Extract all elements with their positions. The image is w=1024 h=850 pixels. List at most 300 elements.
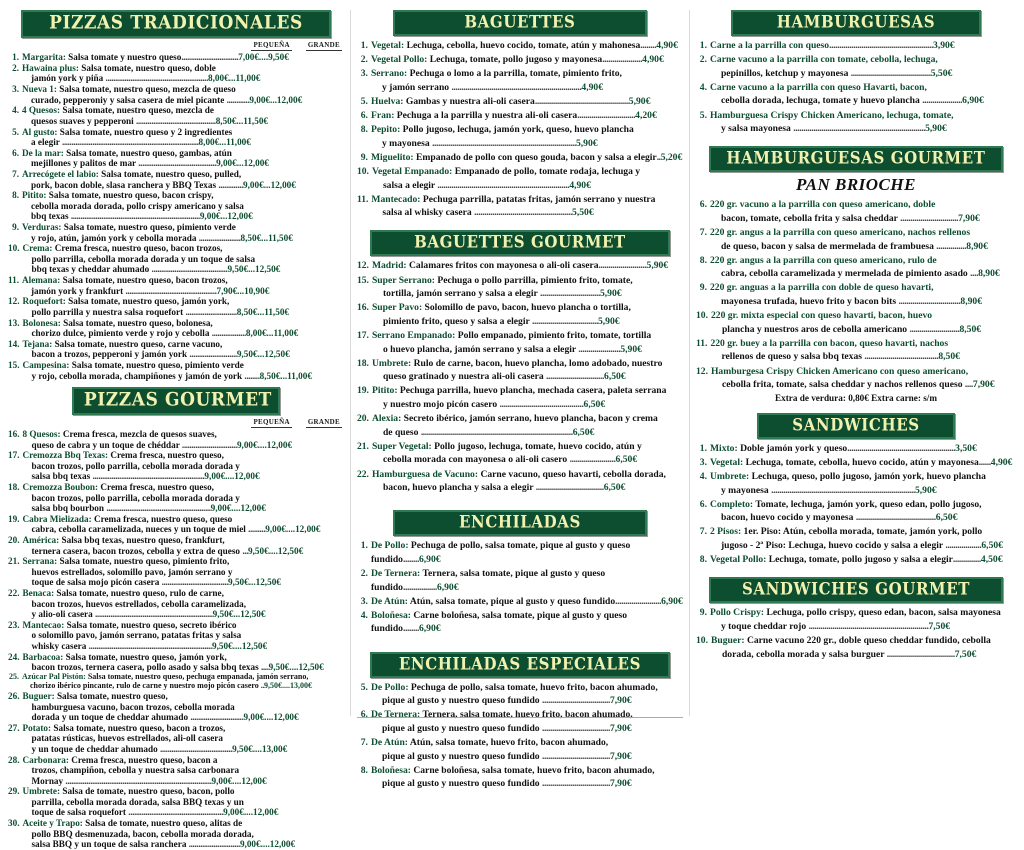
menu-item [696, 606, 1016, 633]
item-name: Umbrete: [22, 786, 61, 797]
item-price-large: ....12,00€ [285, 524, 321, 535]
leader-dots: .................................................. [128, 807, 224, 818]
item-price: 4,90€ [990, 456, 1013, 468]
item-description: Rulo de carne, bacon, huevo plancha, lomo adobado, nuestro [411, 357, 663, 369]
menu-item [8, 588, 344, 619]
item-name: Bolonesa: [22, 317, 61, 328]
item-price-large: ....12,00€ [260, 839, 296, 850]
item-name: Barbacoa: [22, 651, 64, 662]
item-description: Salsa bbq texas, nuestro queso, frankfurt, [59, 535, 225, 546]
item-price-line: de queso ............................................................................6,50€ [382, 426, 595, 438]
leader-dots: ........ [402, 553, 419, 565]
leader-dots: ........ [244, 370, 260, 381]
item-description: Salsa tomate, nuestro queso, mezcla de [60, 105, 214, 116]
item-name: Aceite y Trapo: [22, 818, 83, 829]
menu-item [357, 764, 683, 791]
menu-item [357, 151, 683, 165]
item-price-line: dorada y un toque de cheddar ahumado ............................9,00€....12,00€ [31, 712, 299, 723]
item-price: 5,50€ [930, 67, 953, 79]
item-name: Serrano Empanado: [371, 329, 456, 341]
section-header-baguettes-gourmet [370, 230, 670, 256]
item-name: Benaca: [22, 588, 55, 599]
item-list-enchiladas-especiales [357, 681, 683, 791]
item-price: 8,90€ [966, 240, 988, 252]
leader-dots: ........................................................................ [771, 484, 915, 496]
menu-item [357, 95, 683, 109]
item-price-line: de queso, bacon y salsa de mermelada de frambuesa ...............8,90€ [720, 240, 988, 252]
leader-dots: .. [260, 680, 264, 690]
item-price-line: bacon, huevo plancha y salsa a elegir ..................................6,50€ [382, 482, 626, 494]
item-number: 3. [360, 595, 368, 607]
menu-item [8, 360, 344, 381]
item-price-large: ...12,00€ [220, 211, 253, 222]
item-price: 8,00€ [198, 137, 220, 148]
leader-dots: .................................. [535, 482, 604, 494]
leader-dots: .................................. [886, 648, 955, 660]
size-label-grande: GRANDE [307, 41, 340, 49]
item-body [372, 440, 683, 467]
item-price: 3,50€ [955, 442, 977, 454]
item-price-line: bacon, tomate, cebolla frita y salsa cheddar .............................7,90€ [720, 212, 980, 224]
item-name: Hamburgesa Crispy Chicken Americano con queso americano, [710, 365, 969, 377]
item-description: Atún, salsa tomate, huevo frito, bacon ahumado, [408, 736, 609, 748]
item-name: Verduras: [22, 222, 62, 233]
item-price: 9,00€ [199, 211, 221, 222]
item-number: 4. [699, 471, 707, 483]
item-name: Carbonara: [22, 754, 69, 765]
section-title: SANDWICHES GOURMET [741, 579, 971, 600]
item-name: Tejana: [22, 338, 53, 349]
menu-item [8, 755, 344, 786]
menu-item [357, 301, 683, 328]
section-header-sandwiches [757, 413, 955, 439]
leader-dots: .... [964, 379, 973, 391]
menu-item [357, 468, 683, 495]
item-price: 8,50€ [240, 232, 262, 243]
menu-item [8, 339, 344, 360]
menu-item [696, 553, 1016, 567]
item-price: 9,00€ [211, 775, 233, 786]
item-name: De Atún: [370, 736, 408, 748]
leader-dots: ............ [226, 94, 250, 105]
menu-item [8, 296, 344, 317]
item-price: 9,50€ [248, 545, 269, 556]
item-description: Secreto ibérico, jamón serrano, huevo plancha, bacon y crema [401, 413, 658, 425]
item-name: De la mar: [22, 147, 64, 158]
item-price: 8,00€ [207, 73, 229, 84]
leader-dots: ........................................ [850, 67, 931, 79]
item-body [22, 652, 343, 673]
menu-item [357, 39, 683, 53]
item-price: 6,50€ [603, 482, 626, 494]
item-number: 8. [699, 554, 707, 566]
item-number: 6. [699, 498, 707, 510]
item-body [22, 429, 343, 450]
item-description: Lechuga, pollo crispy, queso edan, bacon, salsa mayonesa [764, 607, 1001, 619]
leader-dots: ........................... [185, 306, 237, 317]
item-number: 13. [8, 317, 20, 328]
item-body [22, 691, 343, 722]
item-price-large: ...11,50€ [261, 232, 293, 243]
item-price-large: ...12,50€ [248, 264, 281, 275]
menu-item [696, 81, 1016, 108]
leader-dots: ................................................. [474, 207, 573, 219]
item-body [710, 553, 1016, 567]
item-number: 21. [356, 440, 369, 452]
item-name: 220 gr. buey a la parrilla con bacon, queso havarti, nachos [710, 337, 949, 349]
leader-dots: ............... [936, 240, 967, 252]
item-description: Salsa tomate, nuestro queso, doble [78, 62, 216, 73]
item-price: 9,00€ [223, 807, 244, 818]
item-price-line: y alio-oli casera ..............................................................9,50€...12,50€ [31, 609, 266, 620]
item-body [710, 226, 1016, 253]
item-body [710, 254, 1016, 281]
item-description: Crema fresca, nuestro queso, [108, 450, 224, 461]
leader-dots: ............................. [900, 212, 959, 224]
size-label-pequena: PEQUEÑA [253, 418, 290, 427]
leader-dots: .................................................................. [437, 179, 570, 191]
item-price-line: ternera casera, bacon trozos, cebolla y extra de queso ...9,50€....12,50€ [31, 545, 304, 556]
menu-item [8, 169, 344, 190]
item-price-line: rellenos de queso y salsa bbq texas .....................................8,50€ [721, 351, 960, 363]
item-price-line: y rojo, cebolla morada, champiñones y jamón de york ........8,50€...11,00€ [31, 370, 312, 381]
item-number: 6. [360, 110, 368, 122]
item-name: Al gusto: [22, 126, 58, 137]
section-title: HAMBURGUESAS [776, 11, 936, 33]
item-description: Salsa tomate, nuestro queso, pechuga empanada, jamón serrano, [85, 671, 309, 681]
item-number: 4. [360, 609, 368, 621]
leader-dots: ........................................................................ [61, 137, 199, 148]
item-list-pizzas-tradicionales [8, 52, 344, 381]
item-body [371, 708, 683, 735]
item-price: 9,00€ [216, 158, 237, 169]
menu-item [357, 67, 683, 94]
item-description-cont: pollo BBQ desmenuzada, bacon, cebolla morada dorada, [31, 828, 254, 839]
item-price-line: curado, pepperoniy y salsa casera de miel picante ............9,00€...12,00€ [31, 94, 303, 105]
item-body [22, 296, 343, 317]
leader-dots: ....................... [615, 595, 662, 607]
item-number: 25. [9, 671, 19, 681]
item-price-line: pepinillos, ketchup y mayonesa ........................................5,50€ [720, 67, 953, 79]
item-price: 7,90€ [958, 212, 980, 224]
column-hamburguesas-sandwiches [690, 4, 1022, 722]
item-name: 220 gr. angus a la parrilla con queso americano, nachos rellenos [709, 226, 971, 238]
item-body [22, 535, 343, 556]
item-price-line: pique al gusto y nuestro queso fundido ..................................7,90€ [381, 750, 632, 762]
menu-item [8, 786, 344, 817]
item-number: 3. [360, 68, 368, 80]
item-price: 8,50€ [959, 323, 982, 335]
item-price: 6,90€ [962, 95, 984, 107]
leader-dots: ........ [402, 623, 419, 635]
item-price: 6,90€ [418, 623, 441, 635]
leader-dots: .................................. [542, 778, 610, 790]
item-name: 220 gr. anguas a la parrilla con doble de queso havarti, [709, 282, 934, 294]
leader-dots: ............................................................................ [420, 426, 573, 438]
menu-item [8, 63, 344, 84]
menu-item [357, 165, 683, 192]
item-description: Salsa tomate, nuestro queso, pulled, [98, 169, 242, 180]
item-price-line: o huevo plancha, jamón serrano y salsa a elegir .....................5,90€ [382, 343, 642, 355]
column-bottom-rule [357, 717, 683, 718]
item-price-line: cebolla dorada, lechuga, tomate y huevo plancha ....................6,90€ [720, 95, 984, 107]
menu-item [8, 243, 344, 274]
item-price-line: mejillones y palitos de mar .........................................9,00€...12,00€ [31, 158, 269, 169]
menu-item [696, 442, 1016, 456]
item-number: 22. [8, 588, 20, 599]
item-name: 2 Pisos: [709, 526, 742, 538]
item-price: 5,90€ [628, 95, 651, 107]
item-number: 1. [12, 52, 19, 62]
item-description: Crema fresca, nuestro queso, queso [91, 513, 233, 524]
menu-item [696, 281, 1016, 308]
item-number: 1. [360, 540, 368, 552]
item-number: 1. [360, 40, 368, 51]
item-price-large: ....12,50€ [268, 545, 304, 556]
menu-item [696, 525, 1016, 552]
item-price-line [577, 110, 657, 121]
leader-dots: ...................... [198, 232, 241, 243]
item-number: 6. [12, 147, 19, 158]
item-name: Pitito: [371, 385, 398, 397]
item-description: Salsa tomate, nuestro queso, [54, 691, 168, 702]
item-description: Salsa tomate, nuestro queso, gambas, atún [63, 147, 232, 158]
item-price-line: bacon a trozos, pepperoni y jamón york .........................9,50€...12,50€ [31, 349, 290, 360]
leader-dots: .................................. [542, 750, 610, 762]
item-body [710, 442, 1016, 456]
menu-item [357, 109, 683, 123]
item-number: 4. [12, 105, 19, 116]
item-description: Carne vacuno, queso havarti, cebolla dorada, [478, 468, 666, 480]
item-number: 19. [8, 513, 20, 524]
item-price: 7,50€ [954, 648, 977, 660]
item-price: 8,50€ [938, 351, 960, 363]
item-description: Salsa tomate, nuestro queso, bacon a trozos, [51, 722, 226, 733]
item-price-large: ...12,50€ [248, 577, 281, 588]
item-price: 8,90€ [960, 296, 983, 308]
item-body [22, 482, 343, 513]
item-number: 17. [8, 450, 20, 461]
leader-dots: ............................. [577, 110, 636, 122]
item-body [372, 165, 683, 192]
item-price: 4,90€ [642, 54, 664, 66]
item-list-pizzas-gourmet [8, 429, 344, 849]
item-description: Gambas y nuestra ali-oli casera [403, 95, 535, 107]
item-price: 9,50€ [232, 743, 253, 754]
leader-dots: ....................................................... [106, 503, 211, 514]
item-number: 18. [356, 357, 369, 369]
item-name: Serrano: [370, 68, 408, 80]
menu-item [357, 736, 683, 763]
item-name: De Atún: [370, 595, 408, 607]
item-name: Carne vacuno a la parrilla con queso Havarti, bacon, [709, 81, 927, 93]
item-price-line [403, 582, 459, 593]
item-body [22, 318, 343, 339]
item-list-baguettes [357, 39, 683, 220]
item-price: 4,50€ [980, 554, 1003, 566]
menu-item [8, 318, 344, 339]
item-body [22, 818, 343, 849]
item-price-line: bbq texas ....................................................................9,00€...12,00€ [31, 211, 253, 222]
size-header-row [8, 418, 342, 428]
item-price-large: ...11,00€ [266, 328, 299, 339]
item-number: 12. [8, 296, 20, 307]
item-price-line: pimiento frito, queso y salsa a elegir .................................5,90€ [382, 315, 620, 327]
item-price-large: ....12,50€ [289, 662, 324, 673]
item-name: Roquefort: [22, 296, 66, 307]
item-body [371, 39, 683, 53]
item-name: Serrana: [22, 556, 58, 567]
item-body [711, 634, 1016, 661]
item-price-line [657, 152, 683, 163]
item-price-line: queso gratinado y nuestra ali-oli casera .............................6,50€ [382, 371, 626, 383]
item-number: 23. [8, 619, 20, 630]
item-name: De Pollo: [370, 540, 409, 552]
item-number: 5. [360, 95, 368, 107]
item-body [372, 274, 683, 301]
menu-item [357, 259, 683, 273]
item-number: 12. [695, 365, 708, 377]
leader-dots: ........................................ [855, 512, 936, 524]
item-name: Carne a la parrilla con queso [709, 40, 830, 51]
leader-dots: .................. [945, 540, 982, 552]
item-number: 27. [8, 722, 20, 733]
item-price-line: bacon trozos, ternera casera, pollo asado y salsa bbq texas ....9,50€....12,50€ [31, 662, 324, 673]
item-body [710, 39, 1016, 53]
leader-dots: ................................................................. [451, 81, 582, 93]
menu-item [8, 105, 344, 126]
menu-item [8, 222, 344, 243]
item-description: Lechuga, tomate, cebolla, huevo cocido, atún y mayonesa [743, 456, 979, 468]
item-price: 9,50€ [227, 264, 249, 275]
item-name: Hamburguesa Crispy Chicken Americano, lechuga, tomate, [709, 109, 954, 121]
item-name: Vegetal: [370, 40, 405, 51]
leader-dots: ............................. [181, 439, 237, 450]
item-name: Vegetal Pollo: [709, 554, 767, 566]
item-name: Hamburguesa de Vacuno: [371, 468, 479, 480]
item-description-cont: bacon trozos, huevos estrellados, cebolla caramelizada, [31, 598, 247, 609]
item-number: 2. [360, 54, 368, 66]
item-price: 5,90€ [599, 288, 622, 300]
menu-item [696, 39, 1016, 53]
leader-dots: .......................................... [136, 115, 216, 126]
item-price: 5,90€ [597, 315, 620, 327]
menu-item [8, 275, 344, 296]
item-description-cont: parrilla, cebolla morada dorada, salsa BBQ texas y un [31, 796, 244, 807]
item-number: 26. [8, 691, 20, 702]
item-name: De Ternera: [370, 709, 421, 721]
menu-item [357, 193, 683, 220]
item-description: Crema fresca, nuestro queso, bacon trozos, [52, 243, 223, 254]
leader-dots: ............................................... [534, 95, 629, 107]
item-number: 10. [8, 243, 20, 254]
item-description-cont: pollo parrilla, cebolla morada dorada y un toque de salsa [31, 253, 256, 264]
item-description: Carne boloñesa, salsa tomate, pique al gusto y queso fundido [370, 609, 628, 635]
item-price-large: ...12,50€ [233, 609, 266, 620]
item-price: 6,90€ [661, 595, 683, 607]
menu-item [696, 198, 1016, 225]
item-description: Lechuga, tomate, pollo jugoso y mayonesa [427, 54, 603, 66]
item-price-line: salsa a elegir ..................................................................4,90€ [382, 179, 591, 191]
item-price-large: ....13,00€ [252, 743, 288, 754]
item-name: Mantecao: [22, 619, 65, 630]
section-title: SANDWICHES [792, 414, 920, 435]
item-body [371, 736, 683, 763]
item-description: 1er. Piso: Atún, cebolla morada, tomate, jamón york, pollo [741, 526, 983, 538]
menu-item [8, 620, 344, 651]
item-description: Salsa tomate, nuestro queso, rulo de carne, [54, 588, 224, 599]
item-price: 5,50€ [572, 207, 594, 219]
item-price: 5,90€ [925, 123, 947, 135]
item-price: 7,50€ [928, 620, 951, 632]
item-description: Lechuga, tomate, pollo jugoso y salsa a elegir [766, 554, 953, 566]
column-pizzas [2, 4, 350, 850]
item-number: 10. [695, 635, 708, 646]
item-body [710, 109, 1016, 136]
menu-item [8, 450, 344, 481]
item-body [372, 301, 683, 328]
item-body [22, 275, 344, 296]
item-number: 9. [699, 607, 707, 619]
item-price-line: tortilla, jamón serrano y salsa a elegir ..............................5,90€ [382, 288, 622, 300]
item-price-line: y rojo, atún, jamón york y cebolla morada ......................8,50€...11,50€ [31, 232, 293, 243]
item-price: 6,90€ [436, 581, 459, 593]
item-description: Ternera, salsa tomate, pique al gusto y queso fundido [370, 568, 606, 593]
item-number: 7. [699, 526, 707, 538]
size-header-row [8, 41, 342, 51]
leader-dots: .............. [952, 554, 981, 566]
item-price-line: y jamón serrano .................................................................4,90€ [381, 81, 603, 93]
item-number: 18. [8, 482, 20, 493]
item-number: 8. [360, 124, 368, 136]
item-price: 8,50€ [215, 115, 237, 126]
item-price-large: ...11,50€ [257, 306, 290, 317]
item-price: 6,50€ [583, 399, 606, 411]
item-body [372, 329, 683, 356]
section-header-enchiladas [393, 510, 647, 536]
item-price-large: ....9,50€ [258, 52, 289, 62]
item-price-line: Mornay .............................................................................9,00€....12,00€ [31, 775, 267, 786]
item-price: 5,90€ [575, 137, 598, 149]
item-price: 5,90€ [620, 343, 642, 355]
item-price: 3,90€ [933, 40, 955, 51]
item-price-line: cebolla frita, tomate, salsa cheddar y nachos rellenos queso ....7,90€ [721, 379, 995, 391]
menu-item [8, 723, 344, 754]
item-number: 3. [699, 456, 707, 468]
item-number: 7. [360, 736, 368, 748]
item-name: Mantecado: [371, 193, 421, 205]
item-price-line: y nuestro mojo picón casero ..........................................6,50€ [382, 399, 606, 411]
item-name: Buguer: [710, 635, 745, 646]
item-price-line: chorizo dulce, pimiento verde y rojo y cebolla ..................8,00€...11,00€ [31, 328, 299, 339]
item-price-line: cebolla morada con mayonesa o ali-oli casero .......................6,50€ [382, 454, 638, 466]
item-number: 2. [12, 62, 19, 73]
item-price-line: y salsa mayonesa ..................................................................5,90€ [720, 123, 947, 135]
item-price-line: salsa al whisky casera .................................................5,50€ [382, 207, 594, 219]
item-price-line: pique al gusto y nuestro queso fundido ..................................7,90€ [381, 695, 632, 707]
item-description: Crema fresca, mezcla de quesos suaves, [60, 429, 217, 440]
item-price-line: cabra, cebolla caramelizada y mermelada de pimiento asado ....8,90€ [720, 268, 1000, 280]
item-name: Nueva 1: [22, 84, 57, 95]
leader-dots: .............................................................. [95, 609, 213, 620]
item-number: 8. [699, 254, 707, 266]
leader-dots: .................... [602, 54, 643, 66]
size-label-grande: GRANDE [307, 418, 340, 427]
leader-dots: ....................... [569, 454, 616, 466]
item-name: Pollo Crispy: [709, 607, 765, 619]
item-name: América: [22, 535, 60, 546]
item-number: 20. [8, 535, 20, 546]
